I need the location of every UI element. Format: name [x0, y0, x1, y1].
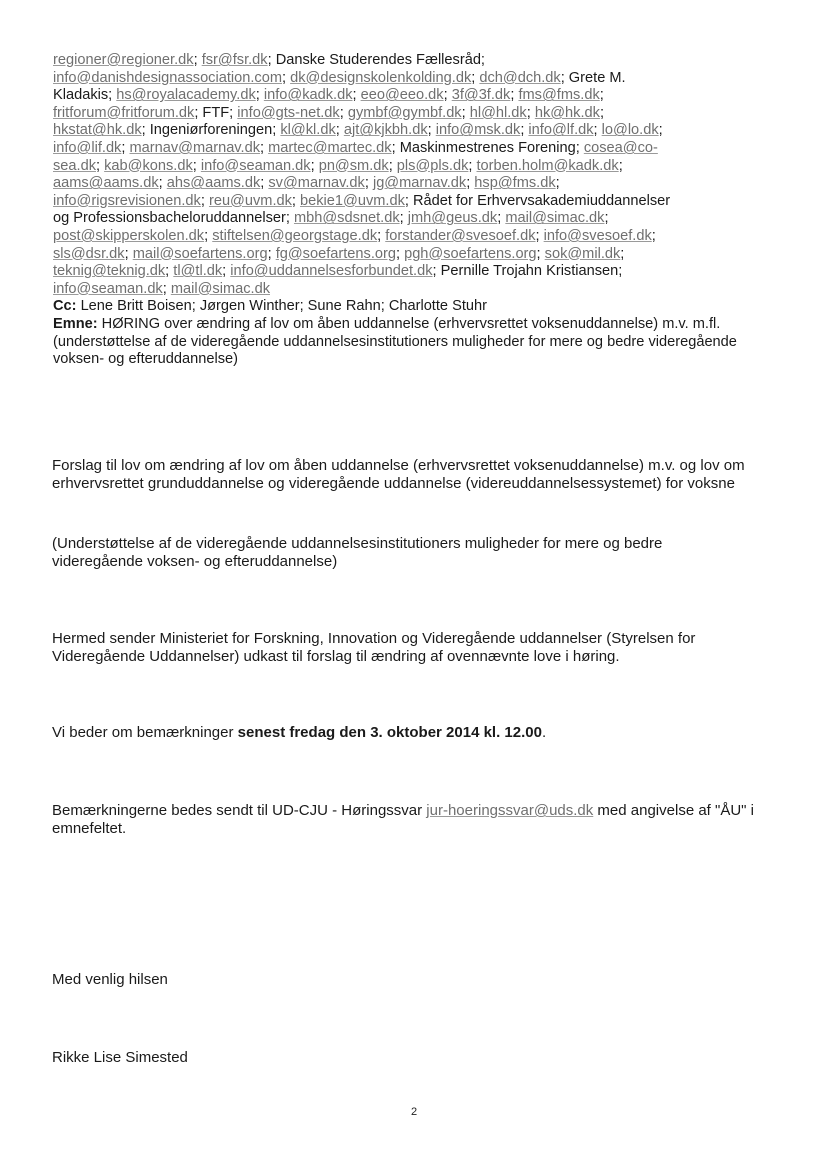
email-link[interactable]: hsp@fms.dk: [474, 175, 556, 192]
recipient-text: Kladakis;: [53, 87, 117, 104]
recipient-text: ;: [388, 157, 397, 174]
email-link[interactable]: dch@dch.dk: [479, 69, 561, 86]
recipient-line: [53, 263, 778, 281]
send-prefix: Bemærkningerne bedes sendt til UD-CJU - Høringssvar: [52, 802, 427, 819]
recipient-text: ;: [471, 69, 480, 86]
email-link[interactable]: fsr@fsr.dk: [201, 52, 268, 68]
email-link[interactable]: cosea@co-: [583, 139, 658, 156]
recipient-text: ;: [658, 122, 663, 139]
recipient-line: [53, 87, 778, 105]
recipient-text: ;: [604, 210, 609, 227]
proposal-title: Forslag til lov om ændring af lov om åben uddannelse (erhvervsrettet voksenuddannelse) m.v. og lov om erhvervsrettet grunduddannelse og videregående uddannelse (videreuddannelsessystemet) for voksne: [52, 457, 745, 492]
recipient-line: [53, 175, 778, 193]
email-link[interactable]: jmh@geus.dk: [407, 210, 498, 227]
recipient-text: ;: [536, 245, 545, 262]
recipient-text: ;: [339, 104, 348, 121]
email-link[interactable]: post@skipperskolen.dk: [53, 227, 205, 244]
recipient-text: ;: [651, 227, 656, 244]
email-link[interactable]: info@lf.dk: [528, 122, 594, 139]
email-link[interactable]: ajt@kjkbh.dk: [343, 122, 428, 139]
email-link[interactable]: hk@hk.dk: [534, 104, 600, 121]
proposal-subtitle: (Understøttelse af de videregående uddannelsesinstitutioners muligheder for mere og bedre videregående voksen- og efteruddannelse): [52, 535, 663, 570]
email-link[interactable]: info@rigsrevisionen.dk: [53, 192, 201, 209]
email-link[interactable]: forstander@svesoef.dk: [385, 227, 536, 244]
recipient-text: ;: [466, 175, 475, 192]
email-link[interactable]: mail@soefartens.org: [132, 245, 268, 262]
recipient-line: [53, 122, 778, 140]
email-link[interactable]: info@svesoef.dk: [543, 227, 652, 244]
recipient-line: [53, 228, 778, 246]
email-link[interactable]: tl@tl.dk: [173, 263, 223, 280]
signature-name: Rikke Lise Simested: [52, 1049, 188, 1066]
recipient-text: ; Grete M.: [560, 69, 626, 86]
recipient-text: ;: [535, 227, 544, 244]
email-link[interactable]: stiftelsen@georgstage.dk: [212, 227, 378, 244]
email-link[interactable]: ahs@aams.dk: [166, 175, 261, 192]
recipient-text: ;: [618, 157, 623, 174]
recipient-line: [53, 70, 778, 88]
email-link[interactable]: gymbf@gymbf.dk: [347, 104, 462, 121]
email-link[interactable]: fritforum@fritforum.dk: [53, 104, 195, 121]
email-link[interactable]: info@lif.dk: [53, 139, 122, 156]
recipient-text: ;: [510, 87, 519, 104]
recipient-text: ;: [222, 263, 231, 280]
email-link[interactable]: sv@marnav.dk: [268, 175, 365, 192]
recipient-text: ;: [121, 139, 130, 156]
recipient-text: ;: [165, 263, 174, 280]
email-link[interactable]: info@kadk.dk: [263, 87, 353, 104]
email-link[interactable]: fms@fms.dk: [518, 87, 600, 104]
recipient-text: ;: [162, 280, 171, 297]
subject-value: HØRING over ændring af lov om åben uddannelse (erhvervsrettet voksenuddannelse) m.v. m.fl. (understøttelse af de videregående uddannelsesinstitutioners muligheder for mere og bedre videregående voksen- og efteruddannelse): [53, 315, 737, 368]
recipient-line: [53, 193, 778, 211]
email-link[interactable]: hs@royalacademy.dk: [116, 87, 256, 104]
hoeringssvar-email-link[interactable]: jur-hoeringssvar@uds.dk: [426, 802, 594, 819]
deadline-suffix: .: [541, 724, 547, 741]
recipient-text: ;: [200, 192, 209, 209]
cc-line: [53, 298, 778, 316]
recipient-text: ;: [399, 210, 408, 227]
email-link[interactable]: regioner@regioner.dk: [53, 52, 194, 68]
recipient-text: ; Danske Studerendes Fællesråd;: [267, 52, 485, 68]
recipient-line: [53, 246, 778, 264]
recipient-text: ; Pernille Trojahn Kristiansen;: [432, 263, 623, 280]
recipient-text: ;: [267, 245, 276, 262]
recipient-list: [53, 52, 778, 369]
recipient-text: ;: [599, 104, 604, 121]
recipient-text: ;: [260, 175, 269, 192]
recipient-text: ;: [335, 122, 344, 139]
recipient-text: ;: [555, 175, 560, 192]
page-number: 2: [410, 1106, 418, 1118]
email-link[interactable]: kl@kl.dk: [280, 122, 336, 139]
recipient-text: ; FTF;: [194, 104, 238, 121]
deadline-prefix: Vi beder om bemærkninger: [52, 724, 238, 741]
email-link[interactable]: info@uddannelsesforbundet.dk: [230, 263, 433, 280]
recipient-line: [53, 158, 778, 176]
send-suffix: med angivelse af "ÅU" i emnefeltet.: [52, 802, 754, 837]
email-link[interactable]: eeo@eeo.dk: [360, 87, 444, 104]
recipient-text: ;: [443, 87, 452, 104]
email-link[interactable]: sok@mil.dk: [544, 245, 621, 262]
recipient-text: ;: [255, 87, 264, 104]
subject-label: Emne:: [53, 315, 98, 332]
recipient-text: ;: [468, 157, 477, 174]
cc-value: Lene Britt Boisen; Jørgen Winther; Sune Rahn; Charlotte Stuhr: [76, 298, 487, 315]
email-link[interactable]: info@seaman.dk: [200, 157, 311, 174]
recipient-text: ;: [497, 210, 506, 227]
email-link[interactable]: pls@pls.dk: [396, 157, 469, 174]
email-link[interactable]: sls@dsr.dk: [53, 245, 125, 262]
email-link[interactable]: info@msk.dk: [435, 122, 521, 139]
recipient-text: ;: [204, 227, 213, 244]
recipient-text: ;: [461, 104, 470, 121]
email-link[interactable]: 3f@3f.dk: [451, 87, 511, 104]
recipient-text: ;: [364, 175, 373, 192]
recipient-text: ;: [192, 157, 201, 174]
recipient-text: ;: [193, 52, 202, 68]
email-link[interactable]: mail@simac.dk: [170, 280, 270, 297]
email-link[interactable]: dk@designskolenkolding.dk: [290, 69, 472, 86]
recipient-text: og Professionsbacheloruddannelser;: [53, 210, 294, 227]
email-link[interactable]: aams@aams.dk: [53, 175, 159, 192]
recipient-text: ;: [427, 122, 436, 139]
deadline-date: senest fredag den 3. oktober 2014 kl. 12.00: [237, 724, 542, 741]
email-link[interactable]: info@seaman.dk: [53, 280, 163, 297]
recipient-line: [53, 52, 778, 70]
recipient-text: ;: [520, 122, 529, 139]
email-link[interactable]: sea.dk: [53, 157, 96, 174]
email-link[interactable]: kab@kons.dk: [104, 157, 193, 174]
recipient-text: ;: [310, 157, 319, 174]
email-link[interactable]: bekie1@uvm.dk: [300, 192, 405, 209]
email-link[interactable]: reu@uvm.dk: [208, 192, 292, 209]
email-link[interactable]: info@danishdesignassociation.com: [53, 69, 282, 86]
email-link[interactable]: mbh@sdsnet.dk: [293, 210, 400, 227]
recipient-line: [53, 140, 778, 158]
recipient-text: ;: [395, 245, 405, 262]
email-link[interactable]: pgh@soefartens.org: [404, 245, 537, 262]
email-link[interactable]: jg@marnav.dk: [372, 175, 467, 192]
email-link[interactable]: martec@martec.dk: [268, 139, 392, 156]
closing-greeting: Med venlig hilsen: [52, 971, 168, 988]
email-link[interactable]: marnav@marnav.dk: [129, 139, 260, 156]
recipient-text: ; Rådet for Erhvervsakademiuddannelser: [404, 192, 671, 209]
recipient-text: ;: [282, 69, 291, 86]
send-paragraph: [52, 802, 777, 837]
email-link[interactable]: mail@simac.dk: [505, 210, 605, 227]
deadline-paragraph: [52, 724, 777, 742]
email-link[interactable]: torben.holm@kadk.dk: [476, 157, 619, 174]
recipient-text: ;: [593, 122, 602, 139]
cc-label: Cc:: [53, 298, 77, 315]
recipient-text: ;: [620, 245, 625, 262]
recipient-text: ; Ingeniørforeningen;: [141, 122, 281, 139]
recipient-text: ;: [526, 104, 535, 121]
intro-paragraph: Hermed sender Ministeriet for Forskning, Innovation og Videregående uddannelser (Styrelsen for Videregående Uddannelser) udkast til forslag til ændring af ovennævnte love i høring.: [52, 630, 696, 665]
email-link[interactable]: lo@lo.dk: [601, 122, 659, 139]
email-link[interactable]: hkstat@hk.dk: [53, 122, 142, 139]
email-link[interactable]: info@gts-net.dk: [237, 104, 340, 121]
recipient-text: ;: [124, 245, 133, 262]
recipient-line: [53, 105, 778, 123]
subject-line: [53, 316, 768, 369]
recipient-text: ;: [260, 139, 269, 156]
recipient-line: [53, 281, 778, 299]
email-link[interactable]: teknig@teknig.dk: [53, 263, 166, 280]
recipient-text: ;: [599, 87, 604, 104]
recipient-text: ;: [352, 87, 361, 104]
recipient-text: ;: [96, 157, 105, 174]
recipient-line: [53, 210, 778, 228]
email-link[interactable]: fg@soefartens.org: [275, 245, 396, 262]
recipient-text: ;: [377, 227, 386, 244]
recipient-text: ; Maskinmestrenes Forening;: [391, 139, 584, 156]
email-link[interactable]: pn@sm.dk: [318, 157, 389, 174]
recipient-text: ;: [158, 175, 167, 192]
email-link[interactable]: hl@hl.dk: [469, 104, 527, 121]
recipient-text: ;: [291, 192, 301, 209]
